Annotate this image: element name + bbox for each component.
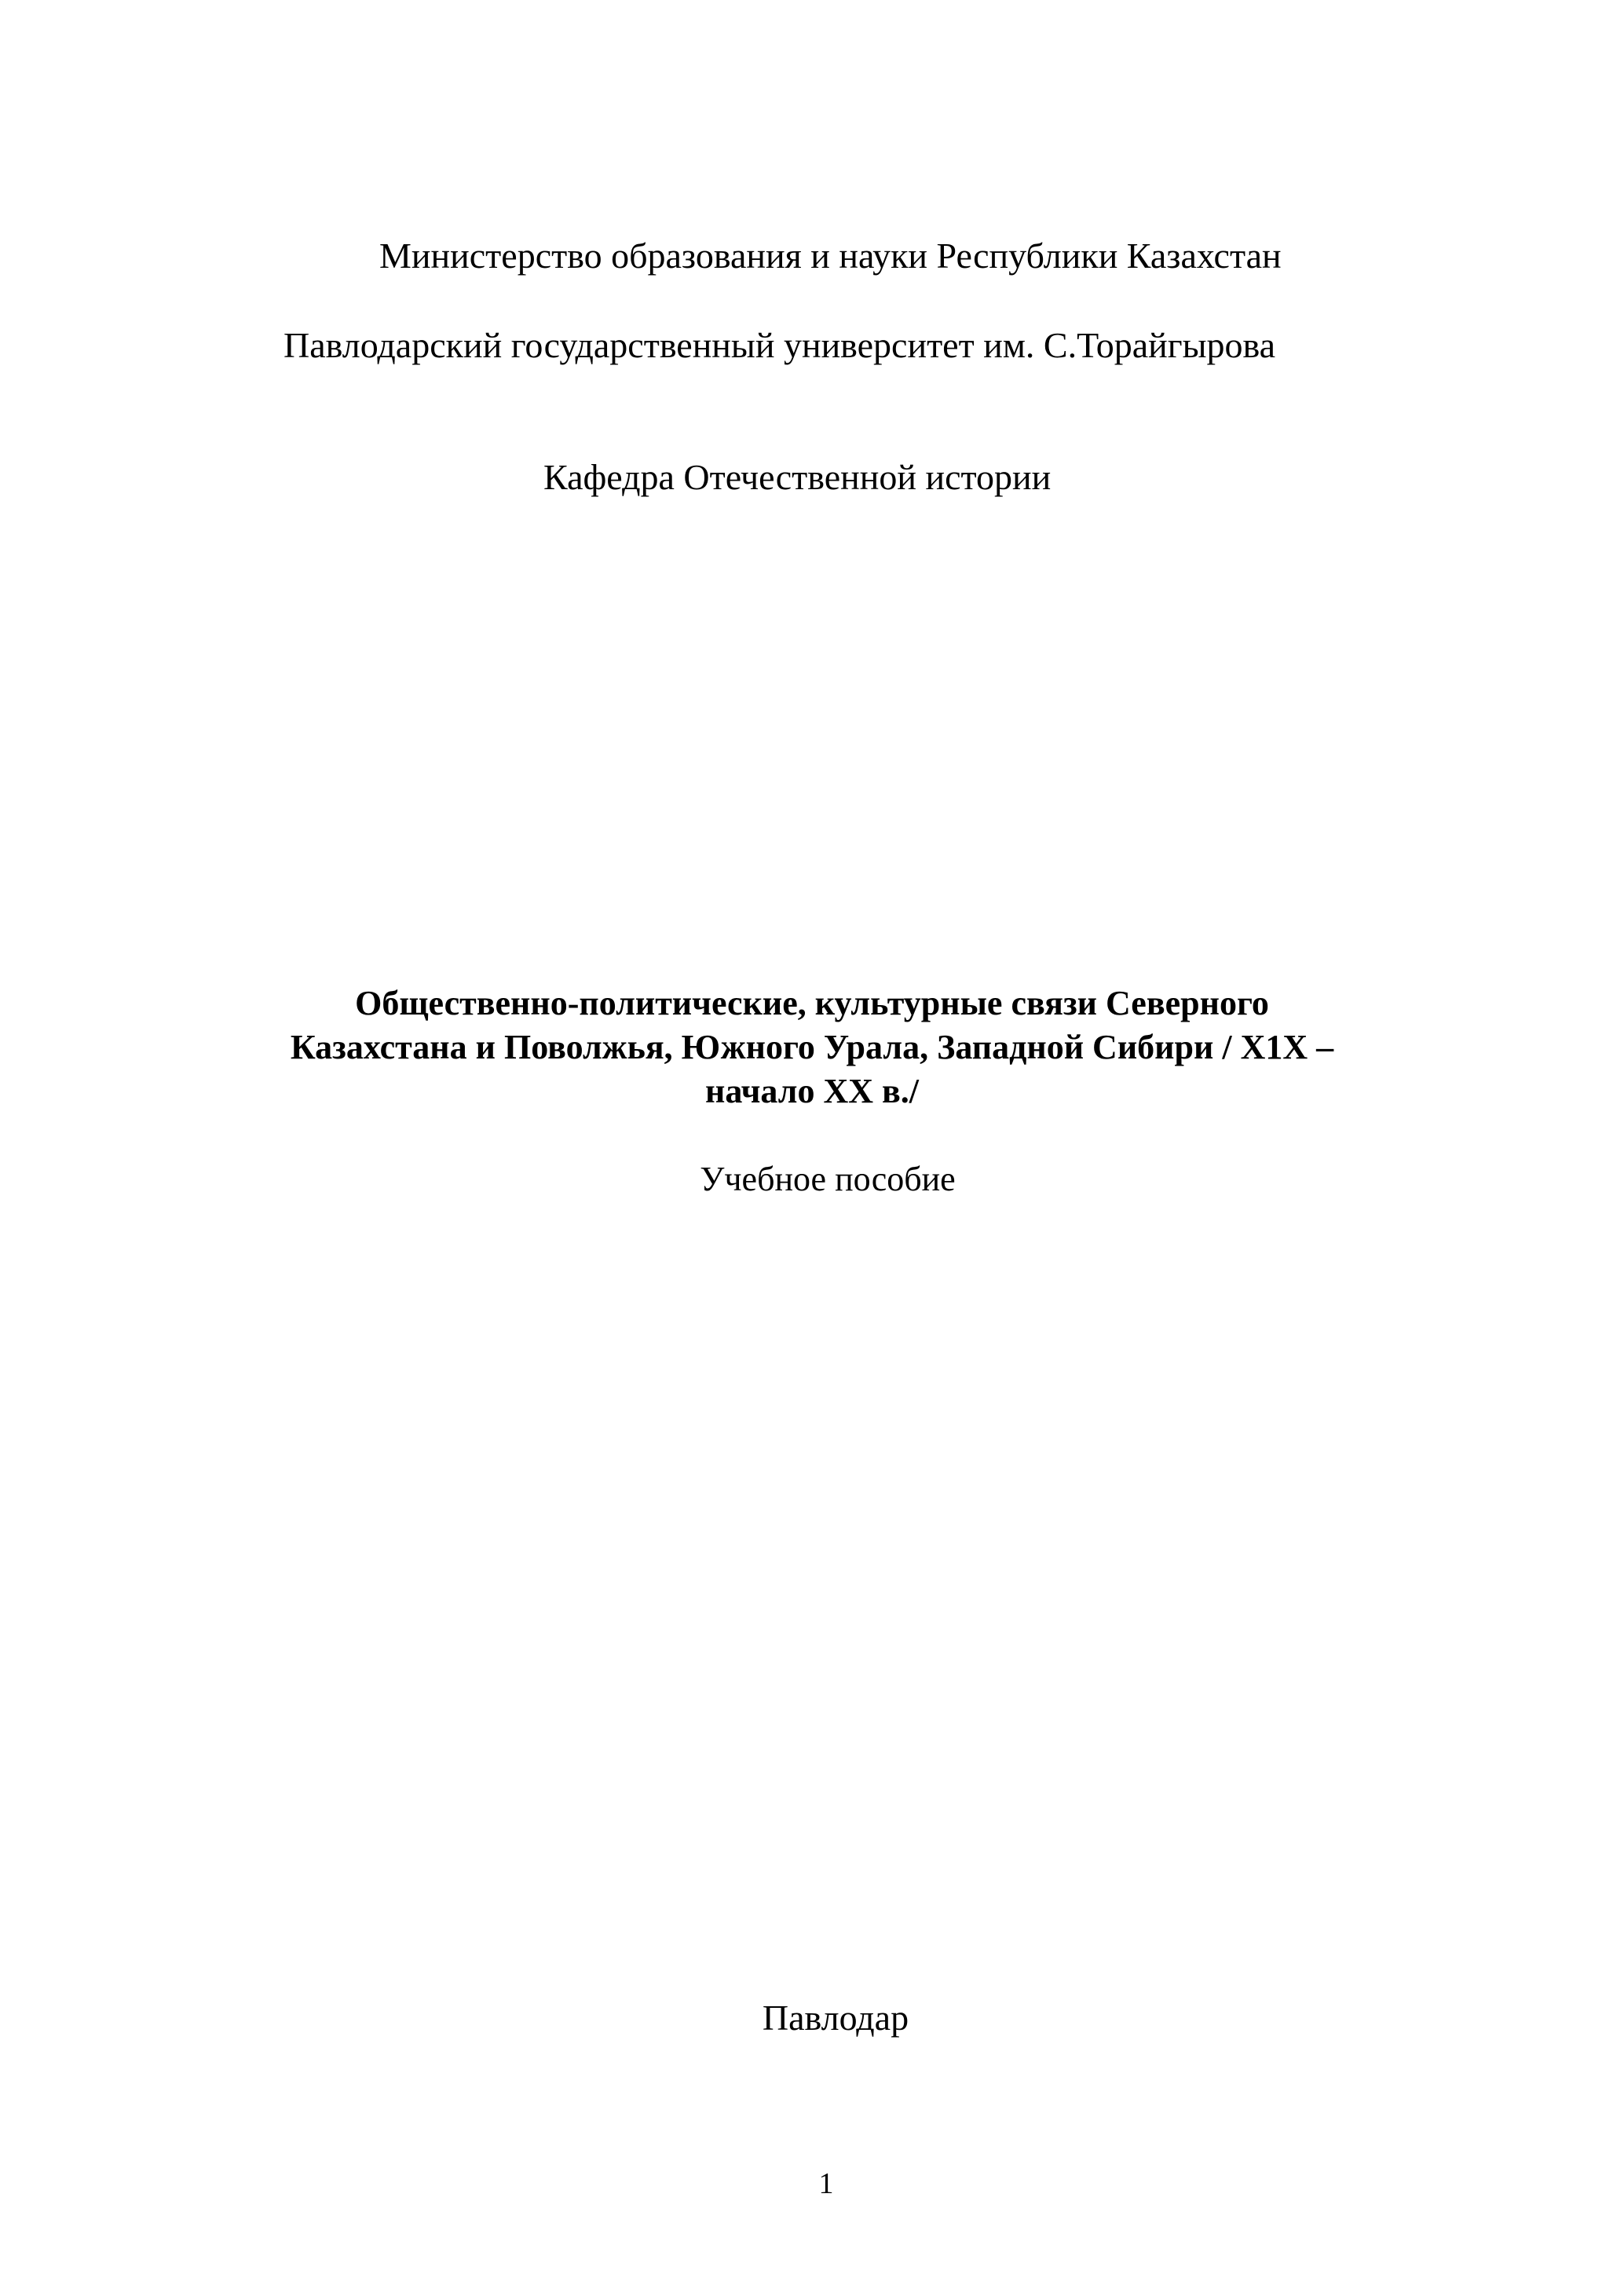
university-name: Павлодарский государственный университет им. С.Торайгырова [283,325,1276,365]
title-line-1: Общественно-политические, культурные связи Северного [355,984,1269,1022]
title-line-2: Казахстана и Поволжья, Южного Урала, Западной Сибири / Х1Х – [290,1028,1334,1066]
ministry-name: Министерство образования и науки Республики Казахстан [379,236,1282,276]
page-number: 1 [818,2167,834,2200]
department-name: Кафедра Отечественной истории [543,457,1052,497]
title-line-3: начало ХХ в./ [704,1072,919,1110]
document-title [157,982,1467,1113]
document-type: Учебное пособие [700,1160,956,1198]
publication-city: Павлодар [762,1998,909,2038]
